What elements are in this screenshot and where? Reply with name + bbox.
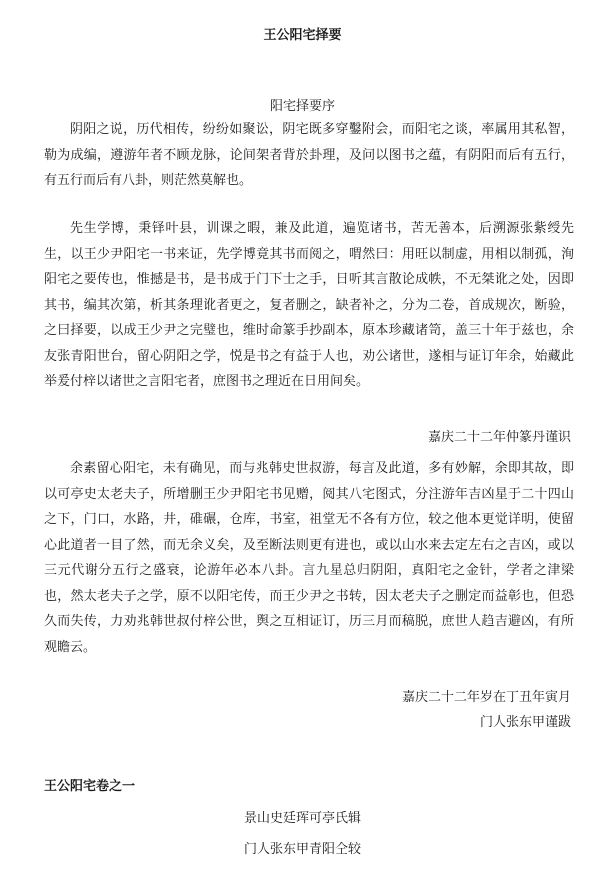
collator-credit: 门人张东甲青阳仝较 xyxy=(243,842,361,857)
preface-signature: 嘉庆二十二年仲篆丹谨识 xyxy=(427,430,571,445)
document-title: 王公阳宅择要 xyxy=(263,28,342,43)
preface-paragraph-1: 阴阳之说，历代相传，纷纷如聚讼，阴宅既多穿鑿附会，而阳宅之谈，率属用其私智，勒为成编，遵游年者不顾龙脉，论间架者背於卦理，及问以图书之蕴，有阴阳而后有五行，有五行而后有八卦，则茫然莫解也。 xyxy=(44,122,574,188)
preface-heading: 阳宅择要序 xyxy=(269,99,335,114)
compiler-credit: 景山史廷珲可亭氏辑 xyxy=(243,811,361,826)
preface-paragraph-2: 先生学博，秉铎叶县，训课之暇，兼及此道，遍览诸书，苦无善本，后溯源张紫绶先生，以王少尹阳宅一书来证，先学博竟其书而阅之，喟然曰：用旺以制虚，用相以制孤，洵阳宅之要传也，惟撼是书，是书成于门下士之手，日听其言散论成帙，不无桀讹之处，因即其书，编其次第，析其条理讹者更之，复者删之，缺者补之，分为二卷，首成规次，断验，之曰择要，以成王少尹之完璧也，维时命篆手抄副本，原本珍藏诸笥，盖三十年于兹也，余友张青阳世台，留心阴阳之学，悦是书之有益于人也，劝公诸世，遂相与证订年余，始藏此举爰付梓以诸世之言阳宅者，庶图书之理近在日用间矣。 xyxy=(44,221,574,389)
postface-date: 嘉庆二十二年岁在丁丑年寅月 xyxy=(401,690,571,705)
volume-heading: 王公阳宅卷之一 xyxy=(44,779,136,794)
postface-paragraph: 余素留心阳宅，未有确见，而与兆韩史世叔游，每言及此道，多有妙解，余即其故，即以可亭史太老夫子，所增删王少尹阳宅书见赠，阅其八宅图式，分注游年吉凶星于二十四山之下，门口，水路，井，碓碾，仓库，书室，祖堂无不各有方位，较之他本更觉详明，使留心此道者一目了然，而无余义矣，及至断法则更有进也，或以山水来去定左右之吉凶，或以三元代谢分五行之盛衰，论游年必本八卦。言九星总归阴阳，真阳宅之金针，学者之津梁也，然太老夫子之学，原不以阳宅传，而王少尹之书转，因太老夫子之删定而益彰也，但恐久而失传，力劝兆韩世叔付梓公世，舆之互相证订，历三月而稿脱，庶世人趋吉避凶，有所观瞻云。 xyxy=(44,461,574,655)
postface-signature: 门人张东甲谨跋 xyxy=(479,715,571,730)
